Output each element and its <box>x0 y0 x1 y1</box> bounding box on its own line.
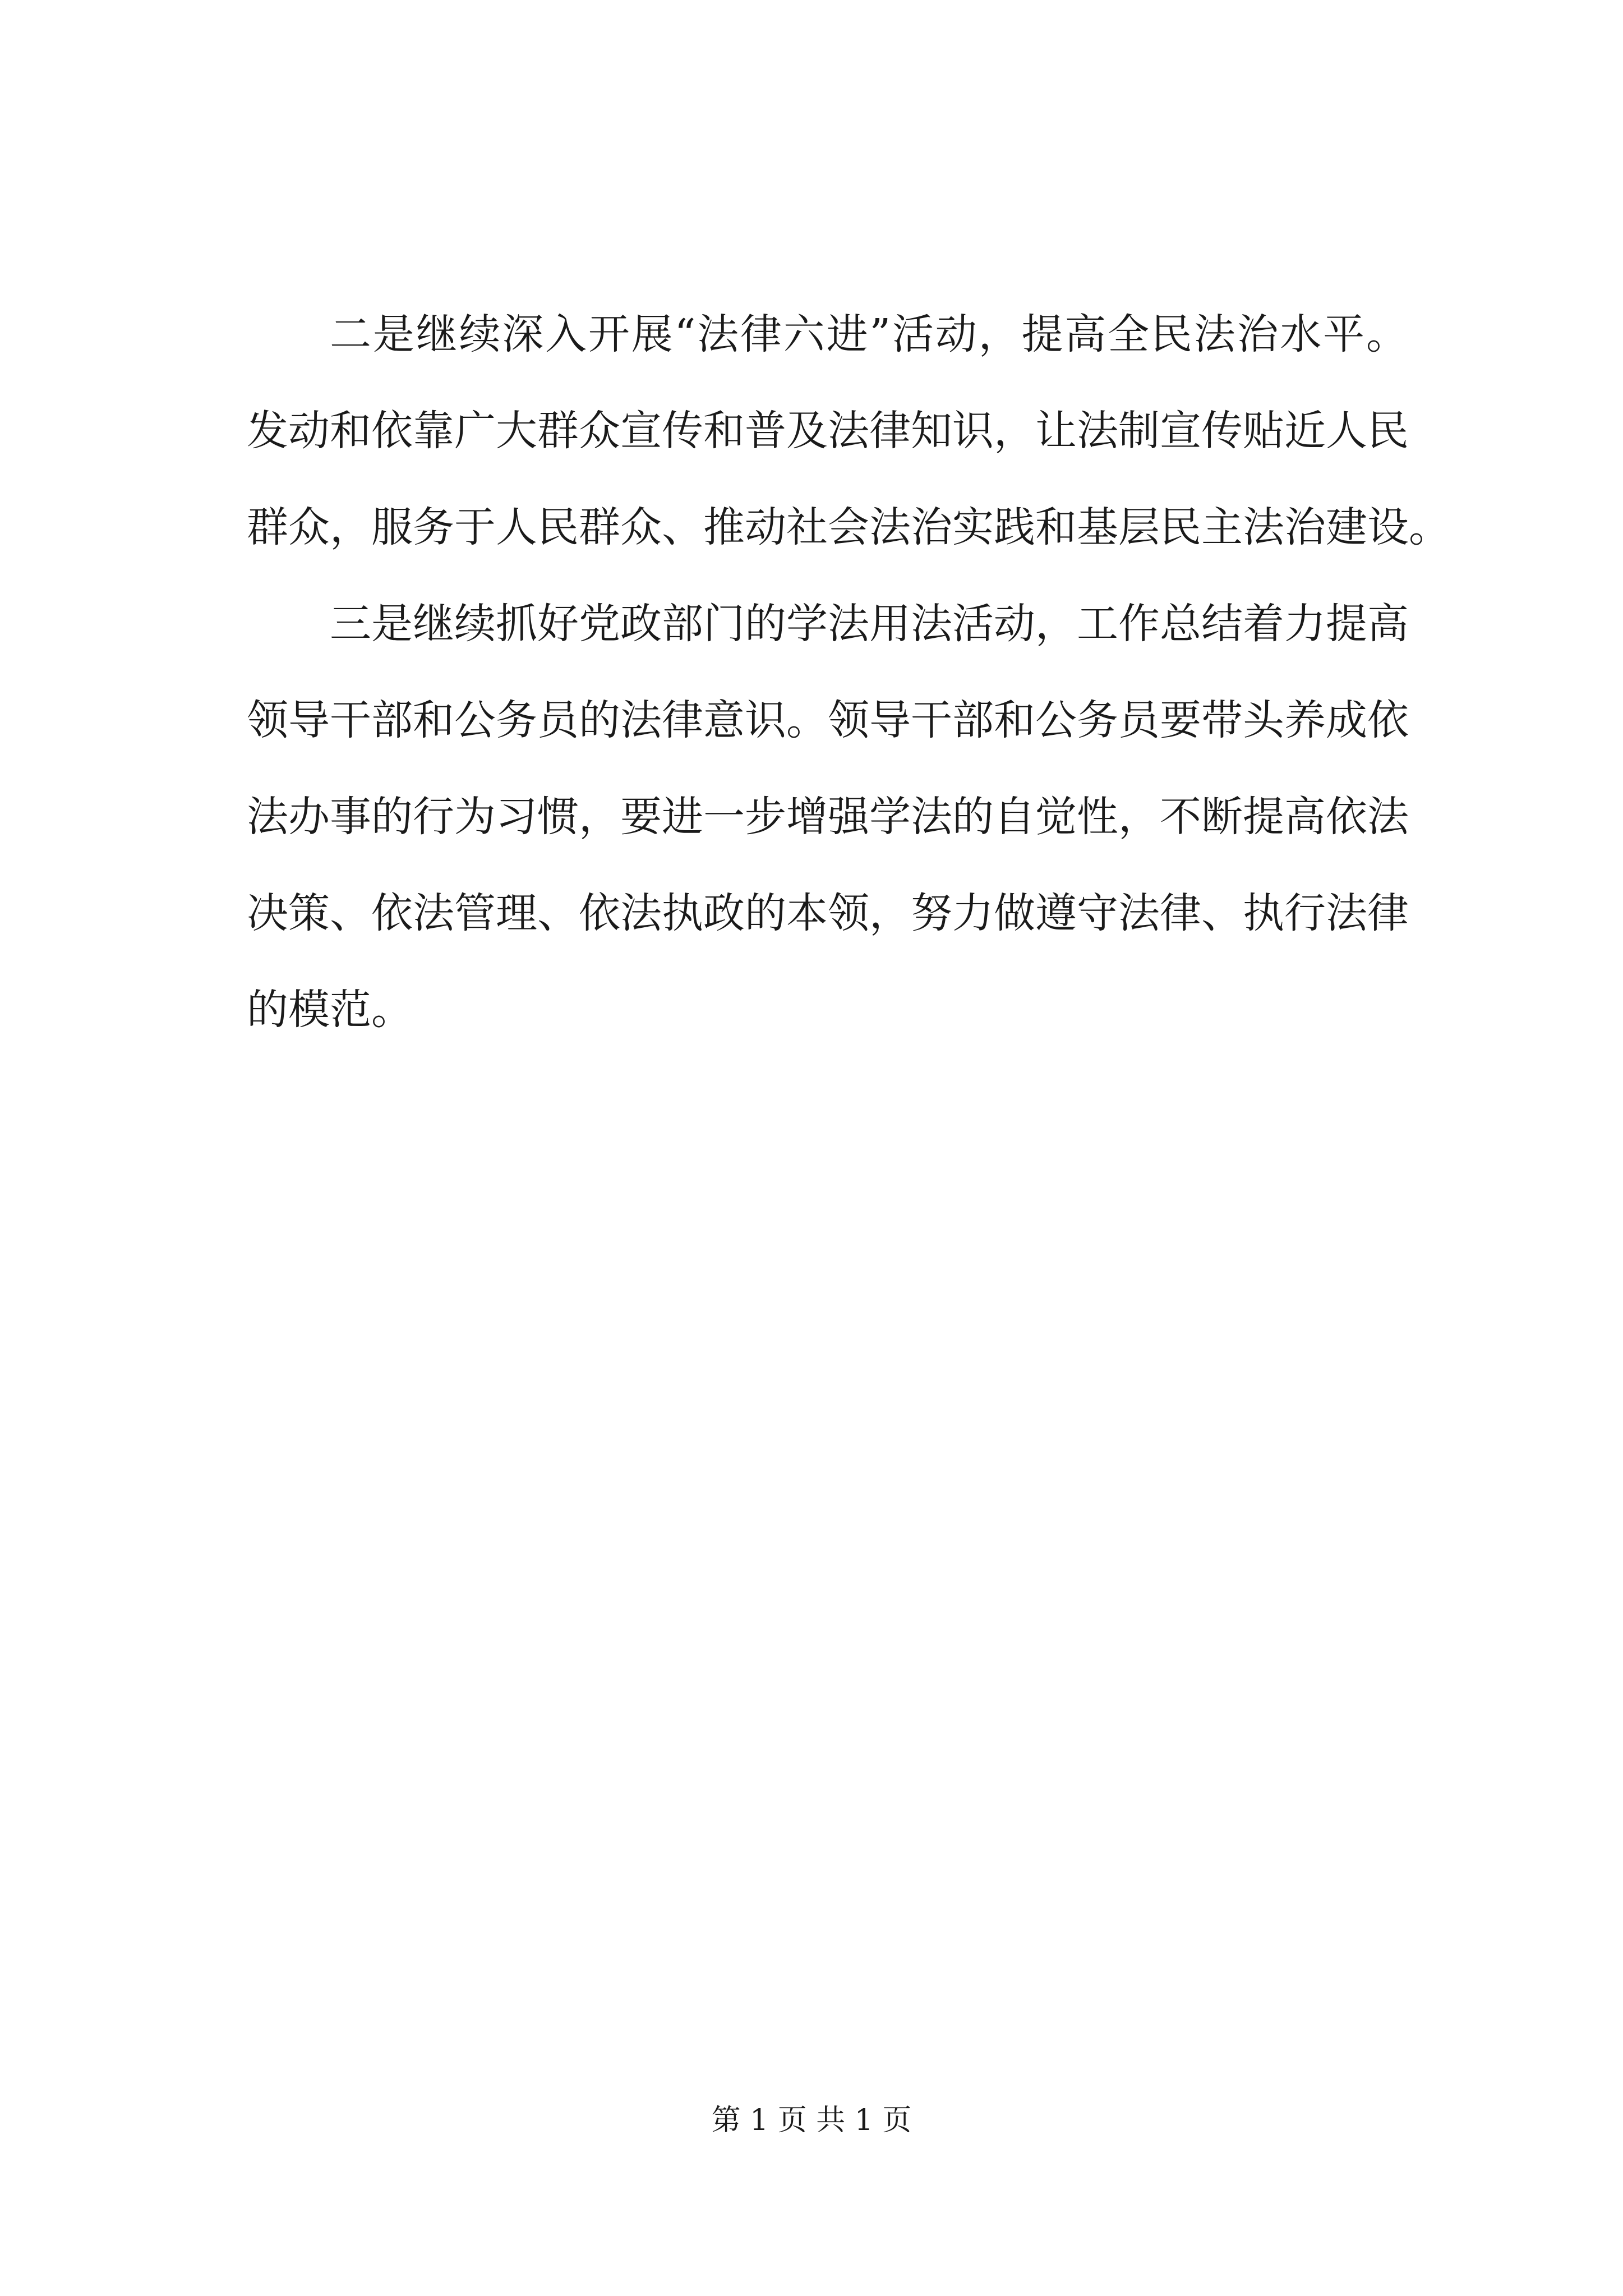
paragraph-line: 发动和依靠广大群众宣传和普及法律知识，让法制宣传贴近人民 <box>247 407 1409 455</box>
paragraph-line: 的模范。 <box>247 986 413 1034</box>
paragraph-line: 群众，服务于人民群众、推动社会法治实践和基层民主法治建设。 <box>247 503 1450 551</box>
paragraph-line: 法办事的行为习惯，要进一步增强学法的自觉性，不断提高依法 <box>247 793 1409 841</box>
page-number-footer: 第 1 页 共 1 页 <box>711 2104 912 2137</box>
document-body <box>247 286 1450 1058</box>
paragraph-line: 二是继续深入开展“法律六进”活动，提高全民法治水平。 <box>330 310 1408 358</box>
paragraph-line: 决策、依法管理、依法执政的本领，努力做遵守法律、执行法律 <box>247 889 1409 937</box>
paragraph-3 <box>247 576 1408 1058</box>
paragraph-2 <box>247 286 1450 576</box>
paragraph-line: 领导干部和公务员的法律意识。领导干部和公务员要带头养成依 <box>247 696 1409 744</box>
paragraph-line: 三是继续抓好党政部门的学法用法活动，工作总结着力提高 <box>330 600 1409 648</box>
